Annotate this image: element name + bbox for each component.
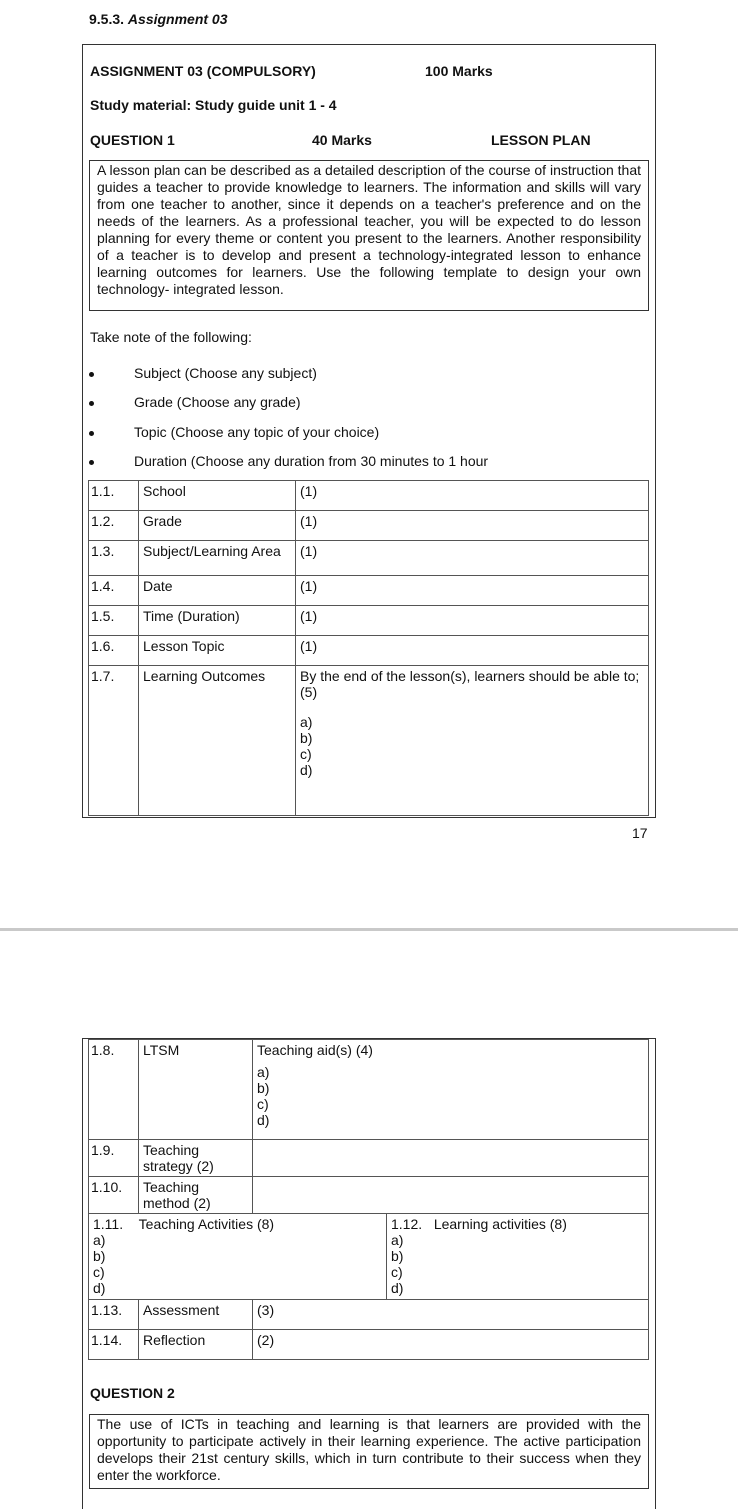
row-number: 1.2. <box>89 511 139 541</box>
note-item: Subject (Choose any subject) <box>134 365 317 381</box>
teaching-activities-label <box>93 1216 382 1232</box>
section-number: 9.5.3. <box>89 11 125 27</box>
list-item: b) <box>391 1248 404 1264</box>
row-label: Learning activities (8) <box>433 1216 567 1232</box>
list-item: d) <box>257 1112 270 1128</box>
row-label: Learning Outcomes <box>139 666 296 816</box>
row-number: 1.1. <box>89 481 139 511</box>
row-number: 1.8. <box>89 1040 139 1140</box>
note-item: Topic (Choose any topic of your choice) <box>134 424 380 440</box>
table-row <box>89 541 649 576</box>
row-label: Reflection <box>139 1330 253 1360</box>
page-divider <box>0 928 738 931</box>
intro-text: A lesson plan can be described as a detailed description of the course of instruction that guides a teacher to provide knowledge to learners. The information and skills will vary from one teacher to another, since it depends on a teacher's preference and on the needs of the learners. As a professional teacher, you will be expected to do lesson planning for every theme or content you present to the learners. Another responsibility of a teacher is to develop and present a technology-integrated lesson to enhance learning outcomes for learners. Use the following template to design your own technology- integrated lesson. <box>89 160 649 311</box>
table-row <box>89 1140 649 1177</box>
row-number: 1.14. <box>89 1330 139 1360</box>
list-item: b) <box>93 1248 106 1264</box>
row-value: (1) <box>296 606 649 636</box>
row-number: 1.6. <box>89 636 139 666</box>
teaching-activities-cell <box>89 1214 387 1300</box>
learning-activities-cell <box>387 1214 649 1300</box>
list-item: d) <box>391 1280 404 1296</box>
question1-label: QUESTION 1 <box>90 132 175 148</box>
list-item: c) <box>257 1096 269 1112</box>
lesson-activities-table <box>88 1039 649 1360</box>
table-row <box>89 576 649 606</box>
note-item: Duration (Choose any duration from 30 minutes to 1 hour <box>134 453 489 469</box>
list-item: c) <box>93 1264 105 1280</box>
bullet-icon <box>89 401 94 406</box>
bullet-icon <box>89 372 94 377</box>
table-row <box>89 666 649 816</box>
list-item: a) <box>93 1232 106 1248</box>
study-material: Study material: Study guide unit 1 - 4 <box>90 97 337 113</box>
table-row <box>89 1177 649 1214</box>
section-title: Assignment 03 <box>127 11 228 27</box>
row-value: (1) <box>296 481 649 511</box>
row-label: Teaching method (2) <box>139 1177 253 1214</box>
row-label: Lesson Topic <box>139 636 296 666</box>
row-number: 1.13. <box>89 1300 139 1330</box>
table-row <box>89 1214 649 1300</box>
row-label: Date <box>139 576 296 606</box>
list-item: a) <box>391 1232 404 1248</box>
row-number: 1.3. <box>89 541 139 576</box>
row-label: Subject/Learning Area <box>139 541 296 576</box>
row-value: (1) <box>296 541 649 576</box>
row-label: Teaching Activities (8) <box>138 1216 275 1232</box>
list-item: b) <box>257 1080 270 1096</box>
note-heading: Take note of the following: <box>90 329 252 345</box>
list-item: a) <box>300 714 313 730</box>
question2-text: The use of ICTs in teaching and learning is that learners are provided with the opportunity to participate actively in their learning experience. The active participation develops their 21st century skills, which in turn contribute to their success when they enter the workforce. <box>89 1414 649 1489</box>
teaching-aids-label: Teaching aid(s) (4) <box>257 1042 373 1058</box>
learning-activities-label <box>391 1216 644 1232</box>
list-item: d) <box>300 762 313 778</box>
table-row <box>89 636 649 666</box>
row-number: 1.12. <box>391 1216 423 1232</box>
row-number: 1.4. <box>89 576 139 606</box>
row-label: Time (Duration) <box>139 606 296 636</box>
list-item: a) <box>257 1064 270 1080</box>
bullet-icon <box>89 460 94 465</box>
row-number: 1.11. <box>93 1216 124 1232</box>
row-value: (1) <box>296 636 649 666</box>
row-value: (1) <box>296 576 649 606</box>
question1-title: LESSON PLAN <box>491 132 591 148</box>
table-row <box>89 1330 649 1360</box>
learning-outcomes-cell <box>296 666 649 816</box>
question2-label: QUESTION 2 <box>90 1385 175 1401</box>
table-row <box>89 1300 649 1330</box>
row-value: (2) <box>253 1330 649 1360</box>
list-item: d) <box>93 1280 106 1296</box>
row-number: 1.7. <box>89 666 139 816</box>
table-row <box>89 1040 649 1140</box>
row-value: (1) <box>296 511 649 541</box>
row-number: 1.5. <box>89 606 139 636</box>
row-label: School <box>139 481 296 511</box>
list-item: c) <box>391 1264 403 1280</box>
row-label: Assessment <box>139 1300 253 1330</box>
section-heading <box>89 11 228 27</box>
assignment-title: ASSIGNMENT 03 (COMPULSORY) <box>90 63 316 79</box>
note-item: Grade (Choose any grade) <box>134 394 301 410</box>
table-row <box>89 481 649 511</box>
assignment-marks: 100 Marks <box>425 63 493 79</box>
row-label: LTSM <box>139 1040 253 1140</box>
outcomes-text: By the end of the lesson(s), learners should be able to; (5) <box>300 668 640 700</box>
table-row <box>89 606 649 636</box>
bullet-icon <box>89 431 94 436</box>
row-label: Teaching strategy (2) <box>139 1140 253 1177</box>
row-value: (3) <box>253 1300 649 1330</box>
page-number: 17 <box>632 825 648 841</box>
row-number: 1.9. <box>89 1140 139 1177</box>
lesson-details-table <box>88 480 649 816</box>
list-item: b) <box>300 730 313 746</box>
ltsm-cell <box>253 1040 649 1140</box>
question1-marks: 40 Marks <box>312 132 372 148</box>
row-value <box>253 1177 649 1214</box>
list-item: c) <box>300 746 312 762</box>
row-value <box>253 1140 649 1177</box>
table-row <box>89 511 649 541</box>
row-label: Grade <box>139 511 296 541</box>
row-number: 1.10. <box>89 1177 139 1214</box>
